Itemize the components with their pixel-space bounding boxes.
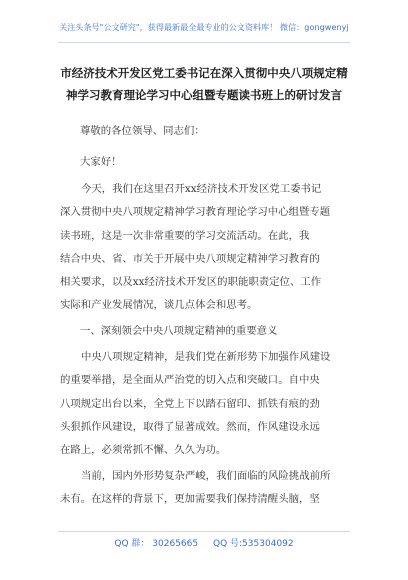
paragraph-line: 八项规定出台以来，全党上下以踏石留印、抓铁有痕的劲 [60,397,320,410]
paragraph-intro [60,178,352,318]
section-heading-1: 一、深刻领会中央八项规定精神的重要意义 [80,325,278,337]
paragraph-line: 中央八项规定精神，是我们党在新形势下加强作风建设 [81,351,331,363]
salutation: 尊敬的各位领导、同志们： [80,125,205,137]
paragraph-line: 今天，我们在这里召开xx经济技术开发区党工委书记 [81,183,322,195]
footer-qq-group: QQ 群： 30265665 [114,539,199,549]
paragraph-significance [60,346,352,462]
footer-contact [0,536,408,549]
paragraph-line: 头狠抓作风建设，取得了显著成效。然而，作风建设永远 [60,420,320,433]
title-line-1: 市经济技术开发区党工委书记在深入贯彻中央八项规定精 [60,66,348,80]
header-note: 关注头条号"公文研究"，获得最新最全最专业的公文资料库！ 微信：gongwenyj [59,23,349,32]
footer-qq-number: QQ 号:535304092 [212,539,294,549]
paragraph-line: 实际和产业发展情况，谈几点体会和思考。 [60,299,258,312]
greeting: 大家好！ [80,156,122,168]
paragraph-line: 未有。在这样的背景下，更加需要我们保持清醒头脑，坚 [60,493,320,506]
document-title [58,62,350,106]
paragraph-line: 相关要求，以及xx经济技术开发区的职能职责定位、工作 [60,276,322,289]
paragraph-line: 的重要举措，是全面从严治党的切入点和突破口。自中央 [60,374,320,387]
paragraph-line: 当前，国内外形势复杂严峻，我们面临的风险挑战前所 [81,470,331,482]
header-divider [58,42,350,43]
title-line-2: 神学习教育理论学习中心组暨专题读书班上的研讨发言 [66,88,342,102]
paragraph-situation [60,465,352,512]
footer-divider [58,531,350,532]
paragraph-line: 在路上，必须常抓不懈、久久为功。 [60,444,227,457]
paragraph-line: 深入贯彻中央八项规定精神学习教育理论学习中心组暨专题 [60,206,331,219]
paragraph-line: 读书班，这是一次非常重要的学习交流活动。在此，我 [60,229,310,242]
paragraph-line: 结合中央、省、市关于开展中央八项规定精神学习教育的 [60,252,320,265]
